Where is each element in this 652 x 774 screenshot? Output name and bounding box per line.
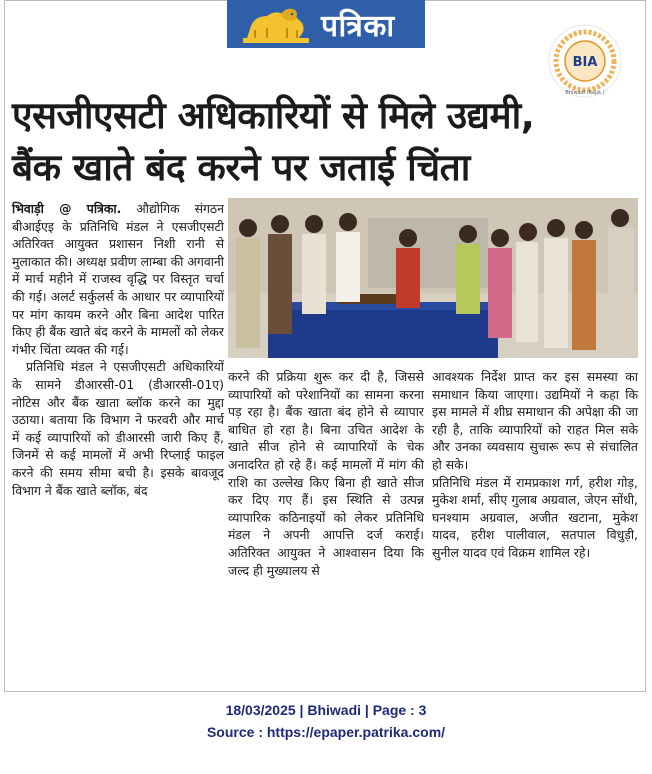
masthead — [227, 0, 425, 48]
svg-text:Bhiwadi (Rajst.): Bhiwadi (Rajst.) — [565, 90, 605, 96]
svg-text:BIA: BIA — [572, 55, 598, 70]
article-paragraph: आवश्यक निर्देश प्राप्त कर इस समस्या का समाधान किया जाएगा। उद्यमियों ने कहा कि इस मामले में शीघ्र समाधान की अपेक्षा की जा रही है, ताकि व्यापारियों को राहत मिल सके और उनका व्यवसाय सुचारू रूप से संचालित हो सके। — [432, 369, 638, 472]
article-text: औद्योगिक संगठन बीआईएइ के प्रतिनिधि मंडल ने एसजीएसटी अतिरिक्त आयुक्त प्रशासन निशी रानी से मुलाकात की। अध्यक्ष प्रवीण लाम्बा की अगवानी में मार्च महीने में राजस्व वृद्धि पर विस्तृत चर्चा की गई। अलर्ट सर्कुलर्स के आधार पर व्यापारियों पर मांग कायम करने और बिना आदेश पारित किए ही बैंक खाते बंद करने के मामलों को लेकर गंभीर चिंता व्यक्त की गई। — [12, 201, 224, 357]
headline-line-2: बैंक खाते बंद करने पर जताई चिंता — [12, 146, 470, 189]
article-paragraph: प्रतिनिधि मंडल ने एसजीएसटी अधिकारियों के सामने डीआरसी-01 (डीआरसी-01ए) नोटिस और बैंक खाता ब्लॉक करने का मुद्दा उठाया। बताया कि विभाग ने फरवरी और मार्च में कई व्यापारियों को डीआरसी जारी किए हैं, जिनमें से कई मामलों में अभी रिप्लाई फाइल करने की समय सीमा बची है। इसके बावजूद विभाग ने बैंक खाते ब्लॉक, बंद — [12, 359, 224, 498]
article-paragraph — [12, 200, 224, 358]
masthead-title: पत्रिका — [321, 8, 395, 44]
bia-logo-icon — [546, 22, 624, 100]
headline-line-1: एसजीएसटी अधिकारियों से मिले उद्यमी, — [12, 94, 535, 137]
article-paragraph: करने की प्रक्रिया शुरू कर दी है, जिससे व्यापारियों को परेशानियों का सामना करना पड़ रहा है। बैंक खाता बंद होने से व्यापार बाधित हो रहा है। बिना उचित आदेश के खाते सीज होने से व्यापारियों के चेक अनादरित हो रहे हैं। कई मामलों में मांग की राशि का उल्लेख किए बिना ही खाते सीज कर दिए गए हैं। इस स्थिति से उत्पन्न व्यापारिक कठिनाइयों को लेकर प्रतिनिधि मंडल ने अपनी आपत्ति दर्ज कराई। अतिरिक्त आयुक्त ने आश्वासन दिया कि जल्द ही मुख्यालय से — [228, 369, 424, 578]
article-paragraph: प्रतिनिधि मंडल में रामप्रकाश गर्ग, हरीश गोड़, मुकेश शर्मा, सीए गुलाब अग्रवाल, जेएन सोंधी, घनश्याम अग्रवाल, अजीत खटाना, मुकेश यादव, हरीश पालीवाल, सतपाल विधुड़ी, सुनील यादव एवं विक्रम शामिल रहे। — [432, 474, 638, 560]
article-column-2 — [228, 368, 424, 579]
dateline: भिवाड़ी @ पत्रिका. — [12, 201, 122, 216]
article-column-1 — [12, 200, 224, 499]
headline — [12, 90, 640, 194]
lion-emblem-icon — [237, 2, 315, 46]
article-column-3 — [432, 368, 638, 562]
footer-date-line: 18/03/2025 | Bhiwadi | Page : 3 — [225, 702, 427, 718]
news-photo — [228, 198, 638, 358]
footer-source-line: Source : https://epaper.patrika.com/ — [206, 724, 446, 740]
